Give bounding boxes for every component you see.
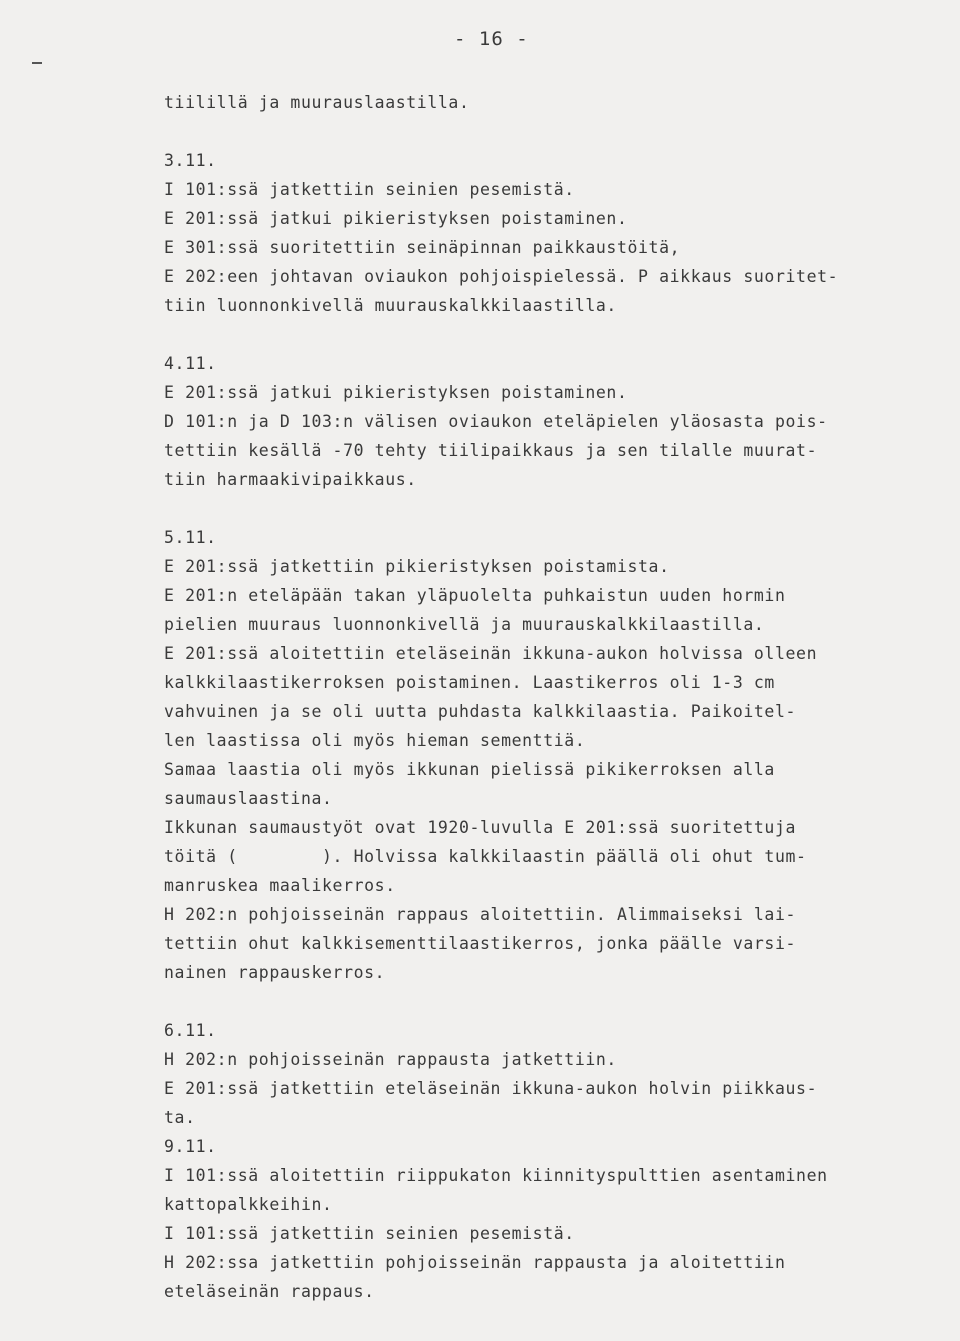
text-line: I 101:ssä jatkettiin seinien pesemistä. [164,1224,575,1243]
text-line: vahvuinen ja se oli uutta puhdasta kalkkilaastia. Paikoitel- [164,702,797,721]
text-line: E 201:ssä jatkui pikieristyksen poistaminen. [164,209,628,228]
text-line: kalkkilaastikerroksen poistaminen. Laastikerros oli 1-3 cm [164,673,775,692]
text-line: eteläseinän rappaus. [164,1282,375,1301]
margin-mark [32,62,42,64]
paragraph-gap [164,987,924,1016]
date-heading: 6.11. [164,1021,217,1040]
text-line: manruskea maalikerros. [164,876,396,895]
text-line: tettiin ohut kalkkisementtilaastikerros, jonka päälle varsi- [164,934,797,953]
text-line: saumauslaastina. [164,789,333,808]
text-line: E 201:ssä jatkui pikieristyksen poistaminen. [164,383,628,402]
paragraph-gap [164,117,924,146]
date-heading: 3.11. [164,151,217,170]
text-line: E 201:n eteläpään takan yläpuolelta puhkaistun uuden hormin [164,586,786,605]
text-line: tiilillä ja muurauslaastilla. [164,93,470,112]
page-number: - 16 - [454,28,529,50]
text-line: ta. [164,1108,196,1127]
text-line: len laastissa oli myös hieman sementtiä. [164,731,586,750]
text-line: tiin luonnonkivellä muurauskalkkilaastilla. [164,296,617,315]
text-line: nainen rappauskerros. [164,963,386,982]
text-line: tettiin kesällä -70 tehty tiilipaikkaus ja sen tilalle muurat- [164,441,818,460]
document-body [164,88,924,1306]
text-line: Samaa laastia oli myös ikkunan pielissä pikikerroksen alla [164,760,775,779]
text-line: E 301:ssä suoritettiin seinäpinnan paikkaustöitä, [164,238,681,257]
text-line: I 101:ssä jatkettiin seinien pesemistä. [164,180,575,199]
date-heading: 9.11. [164,1137,217,1156]
text-line: H 202:n pohjoisseinän rappausta jatkettiin. [164,1050,617,1069]
text-line: D 101:n ja D 103:n välisen oviaukon eteläpielen yläosasta pois- [164,412,828,431]
date-heading: 5.11. [164,528,217,547]
text-line: E 201:ssä jatkettiin pikieristyksen poistamista. [164,557,670,576]
text-line: I 101:ssä aloitettiin riippukaton kiinnityspulttien asentaminen [164,1166,828,1185]
text-line: H 202:n pohjoisseinän rappaus aloitettiin. Alimmaiseksi lai- [164,905,797,924]
text-line: E 201:ssä jatkettiin eteläseinän ikkuna-aukon holvin piikkaus- [164,1079,818,1098]
paragraph-gap [164,320,924,349]
text-line: Ikkunan saumaustyöt ovat 1920-luvulla E 201:ssä suoritettuja [164,818,797,837]
text-line: töitä ( ). Holvissa kalkkilaastin päällä oli ohut tum- [164,847,807,866]
date-heading: 4.11. [164,354,217,373]
text-line: tiin harmaakivipaikkaus. [164,470,417,489]
text-line: pielien muuraus luonnonkivellä ja muurauskalkkilaastilla. [164,615,765,634]
text-line: E 201:ssä aloitettiin eteläseinän ikkuna-aukon holvissa olleen [164,644,818,663]
text-line: E 202:een johtavan oviaukon pohjoispielessä. P aikkaus suoritet- [164,267,839,286]
text-line: kattopalkkeihin. [164,1195,333,1214]
text-line: H 202:ssa jatkettiin pohjoisseinän rappausta ja aloitettiin [164,1253,786,1272]
paragraph-gap [164,494,924,523]
